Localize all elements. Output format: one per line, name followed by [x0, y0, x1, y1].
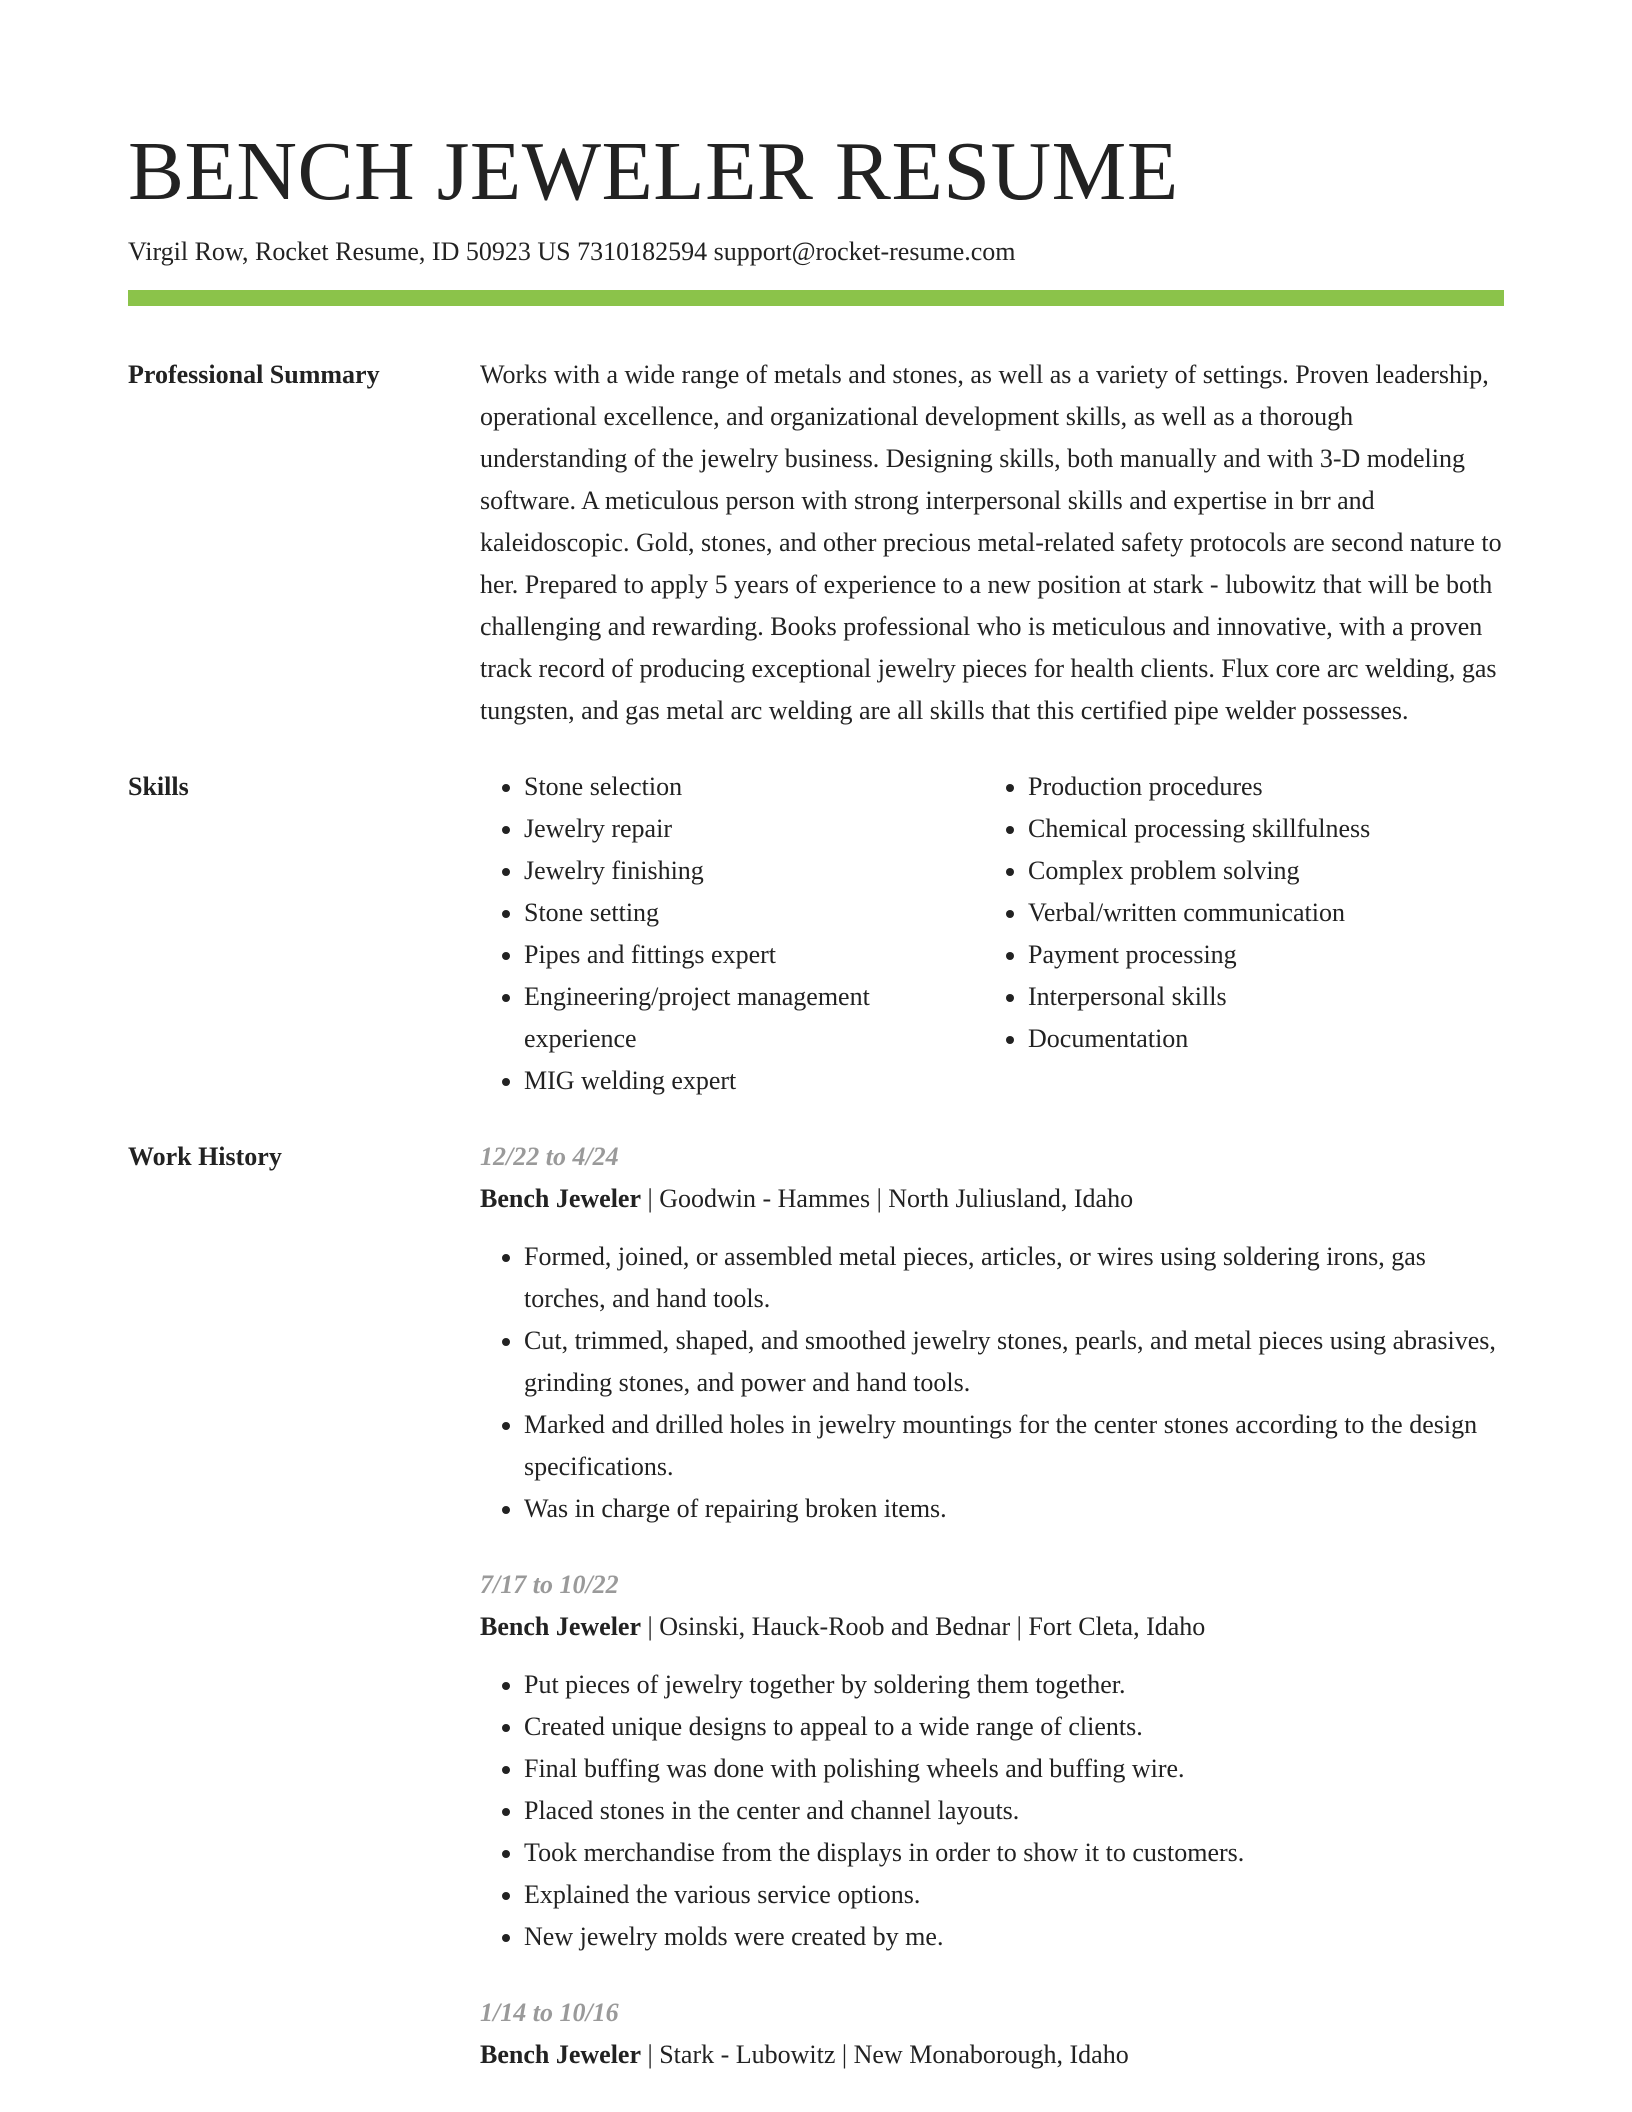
skill-item: • Engineering/project management experience [524, 976, 984, 1060]
skills-list-left [480, 766, 984, 1102]
job-role: Bench Jeweler [480, 1612, 642, 1641]
skill-item: • Stone setting [524, 892, 984, 934]
skill-item: • Stone selection [524, 766, 984, 808]
skill-item: • Payment processing [1028, 934, 1488, 976]
skill-item: • Complex problem solving [1028, 850, 1488, 892]
job-duty: • Took merchandise from the displays in order to show it to customers. [524, 1832, 1504, 1874]
section-label: Skills [128, 772, 189, 801]
job-heading [480, 1606, 1504, 1648]
job-role: Bench Jeweler [480, 2040, 642, 2069]
job-date: 7/17 to 10/22 [480, 1570, 619, 1599]
skill-item: • Jewelry repair [524, 808, 984, 850]
work-history-section [128, 1136, 1504, 2110]
job-employer-location: | Goodwin - Hammes | North Juliusland, Idaho [641, 1184, 1134, 1213]
resume-title: BENCH JEWELER RESUME [128, 125, 1179, 218]
job-duties-list [480, 1236, 1504, 1530]
skill-item: • Documentation [1028, 1018, 1488, 1060]
job-date: 12/22 to 4/24 [480, 1142, 619, 1171]
section-body [480, 354, 1504, 732]
resume-page [128, 118, 1504, 2110]
job-duty: • Explained the various service options. [524, 1874, 1504, 1916]
work-history-body [480, 1136, 1504, 2110]
job-employer-location: | Osinski, Hauck-Roob and Bednar | Fort Cleta, Idaho [641, 1612, 1206, 1641]
job-date: 1/14 to 10/16 [480, 1998, 619, 2027]
job-employer-location: | Stark - Lubowitz | New Monaborough, Idaho [641, 2040, 1129, 2069]
job-duty: • New jewelry molds were created by me. [524, 1916, 1504, 1958]
skills-section [128, 766, 1504, 1102]
skills-list-right [984, 766, 1488, 1102]
job-entry [480, 1564, 1504, 1958]
job-duties-list [480, 1664, 1504, 1958]
job-role: Bench Jeweler [480, 1184, 642, 1213]
skill-item: • Verbal/written communication [1028, 892, 1488, 934]
summary-text: Works with a wide range of metals and stones, as well as a variety of settings. Proven leadership, operational excellence, and organizational development skills, as well as a thorough understanding of the jewelry business. Designing skills, both manually and with 3-D modeling software. A meticulous person with strong interpersonal skills and expertise in brr and kaleidoscopic. Gold, stones, and other precious metal-related safety protocols are second nature to her. Prepared to apply 5 years of experience to a new position at stark - lubowitz that will be both challenging and rewarding. Books professional who is meticulous and innovative, with a proven track record of producing exceptional jewelry pieces for health clients. Flux core arc welding, gas tungsten, and gas metal arc welding are all skills that this certified pipe welder possesses. [480, 360, 1502, 725]
job-duty: • Placed stones in the center and channel layouts. [524, 1790, 1504, 1832]
skill-item: • MIG welding expert [524, 1060, 984, 1102]
job-entry [480, 1992, 1504, 2076]
skill-item: • Pipes and fittings expert [524, 934, 984, 976]
job-duty: • Created unique designs to appeal to a wide range of clients. [524, 1706, 1504, 1748]
professional-summary-section [128, 354, 1504, 732]
skill-item: • Production procedures [1028, 766, 1488, 808]
skills-columns [480, 766, 1504, 1102]
job-duty: • Put pieces of jewelry together by soldering them together. [524, 1664, 1504, 1706]
job-entry [480, 1136, 1504, 1530]
job-heading [480, 1178, 1504, 1220]
header-divider [128, 290, 1504, 306]
job-duty: • Final buffing was done with polishing wheels and buffing wire. [524, 1748, 1504, 1790]
skill-item: • Interpersonal skills [1028, 976, 1488, 1018]
section-label: Professional Summary [128, 360, 380, 389]
section-label: Work History [128, 1142, 282, 1171]
skill-item: • Jewelry finishing [524, 850, 984, 892]
job-duty: • Was in charge of repairing broken items. [524, 1488, 1504, 1530]
contact-line: Virgil Row, Rocket Resume, ID 50923 US 7310182594 support@rocket-resume.com [128, 237, 1016, 266]
job-heading [480, 2034, 1504, 2076]
job-duty: • Cut, trimmed, shaped, and smoothed jewelry stones, pearls, and metal pieces using abrasives, grinding stones, and power and hand tools. [524, 1320, 1504, 1404]
job-duty: • Marked and drilled holes in jewelry mountings for the center stones according to the design specifications. [524, 1404, 1504, 1488]
job-duty: • Formed, joined, or assembled metal pieces, articles, or wires using soldering irons, gas torches, and hand tools. [524, 1236, 1504, 1320]
skill-item: • Chemical processing skillfulness [1028, 808, 1488, 850]
